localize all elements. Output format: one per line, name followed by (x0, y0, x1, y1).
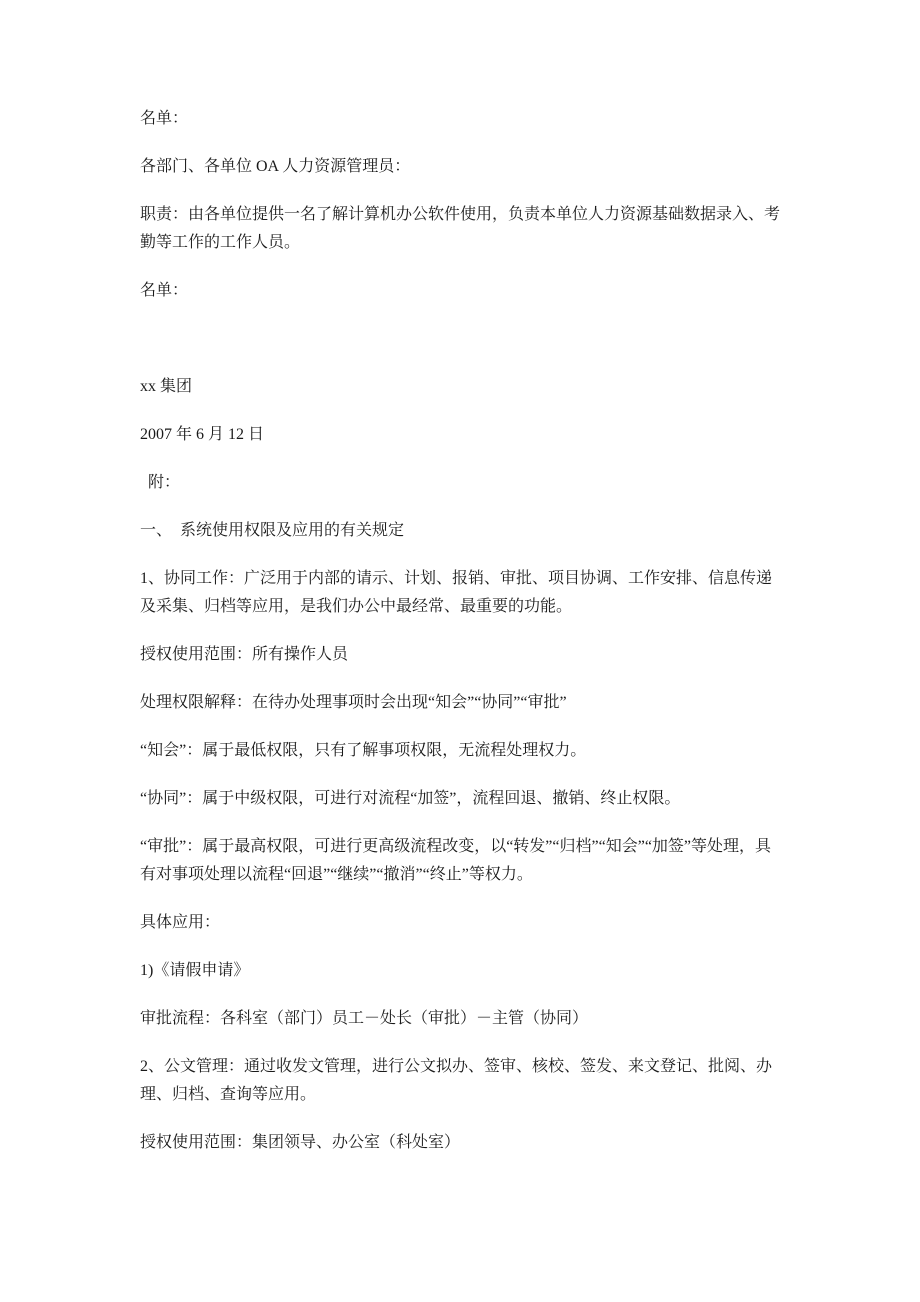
para-signature-date: 2007 年 6 月 12 日 (140, 426, 265, 443)
para-authorized-scope-collaboration: 授权使用范围：所有操作人员 (140, 646, 349, 663)
para-collaboration-desc: 1、协同工作：广泛用于内部的请示、计划、报销、审批、项目协调、工作安排、信息传递及采集、归档等应用，是我们办公中最经常、最重要的功能。 (140, 570, 773, 615)
para-hr-admin-recipients: 各部门、各单位 OA 人力资源管理员： (140, 158, 411, 175)
para-permission-zhihui: “知会”：属于最低权限，只有了解事项权限，无流程处理权力。 (140, 742, 587, 759)
para-roster-label-1: 名单： (140, 110, 189, 127)
paragraph-gap (140, 325, 782, 373)
para-permission-explanation: 处理权限解释：在待办处理事项时会出现“知会”“协同”“审批” (140, 694, 567, 711)
para-signature-org: xx 集团 (140, 378, 193, 395)
para-permission-xietong: “协同”：属于中级权限，可进行对流程“加签”，流程回退、撤销、终止权限。 (140, 790, 681, 807)
para-hr-admin-duty: 职责：由各单位提供一名了解计算机办公软件使用，负责本单位人力资源基础数据录入、考勤等工作的工作人员。 (140, 206, 781, 251)
para-document-management-desc: 2、公文管理：通过收发文管理，进行公文拟办、签审、核校、签发、来文登记、批阅、办理、归档、查询等应用。 (140, 1058, 773, 1103)
para-permission-shenpi: “审批”：属于最高权限，可进行更高级流程改变，以“转发”“归档”“知会”“加签”等处理，具有对事项处理以流程“回退”“继续”“撤消”“终止”等权力。 (140, 838, 772, 883)
para-roster-label-2: 名单： (140, 282, 189, 299)
para-specific-applications-label: 具体应用： (140, 914, 221, 931)
para-section-heading-permissions: 一、 系统使用权限及应用的有关规定 (140, 522, 405, 539)
para-leave-application-item: 1)《请假申请》 (140, 962, 250, 979)
para-authorized-scope-document: 授权使用范围：集团领导、办公室（科处室） (140, 1134, 461, 1151)
para-attachment-label: 附： (148, 474, 181, 491)
para-approval-flow: 审批流程：各科室（部门）员工－处长（审批）－主管（协同） (140, 1010, 589, 1027)
